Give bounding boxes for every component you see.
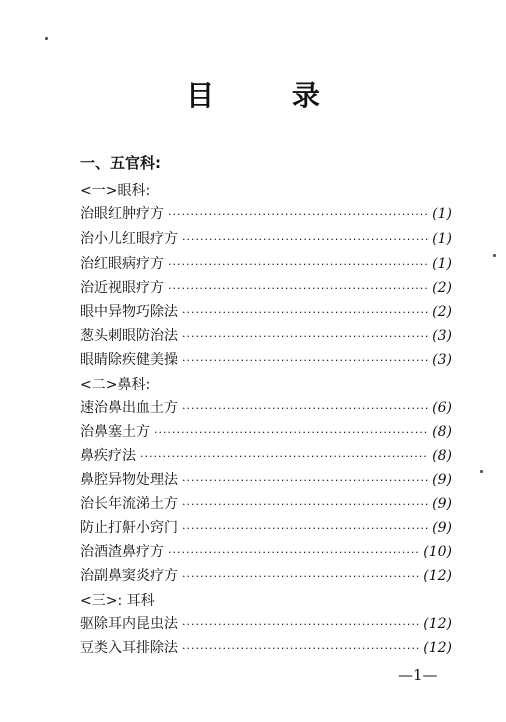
toc-entry-title: 治长年流涕土方 xyxy=(80,496,178,512)
toc-entry[interactable] xyxy=(80,421,452,443)
toc-entry-page: (1) xyxy=(432,206,452,222)
toc-entry-page: (12) xyxy=(423,616,452,632)
toc-entry-page: (9) xyxy=(432,496,452,512)
toc-entry-title: 鼻腔异物处理法 xyxy=(80,472,178,488)
toc-entry-page: (8) xyxy=(432,424,452,440)
toc-entry-title: 治鼻塞土方 xyxy=(80,424,150,440)
toc-entry[interactable] xyxy=(80,493,452,515)
toc-entry-title: 治酒渣鼻疗方 xyxy=(80,544,164,560)
footer-page-number: —1— xyxy=(398,666,438,684)
dot-leader xyxy=(182,474,428,487)
toc-entry-title: 治眼红肿疗方 xyxy=(80,206,164,222)
toc-entry[interactable] xyxy=(80,228,452,250)
toc-entry-title: 葱头刺眼防治法 xyxy=(80,328,178,344)
toc-entry-title: 治红眼病疗方 xyxy=(80,256,164,272)
toc-entry-title: 豆类入耳排除法 xyxy=(80,640,178,656)
toc-entry-page: (9) xyxy=(432,520,452,536)
toc-entry[interactable] xyxy=(80,469,452,491)
subsection-heading-ear: <三>: 耳科 xyxy=(80,593,155,609)
toc-entry-page: (12) xyxy=(423,640,452,656)
scan-speck xyxy=(480,470,483,473)
scan-speck xyxy=(45,37,48,40)
dot-leader xyxy=(182,306,428,319)
toc-entry[interactable] xyxy=(80,253,452,275)
dot-leader xyxy=(182,402,428,415)
scan-speck xyxy=(493,254,496,257)
toc-entry[interactable] xyxy=(80,565,452,587)
dot-leader xyxy=(182,330,428,343)
dot-leader xyxy=(168,258,428,271)
toc-entry-title: 驱除耳内昆虫法 xyxy=(80,616,178,632)
toc-entry-page: (12) xyxy=(423,568,452,584)
dot-leader xyxy=(182,522,428,535)
dot-leader xyxy=(182,233,428,246)
toc-entry-page: (10) xyxy=(423,544,452,560)
dot-leader xyxy=(168,282,428,295)
toc-entry[interactable] xyxy=(80,445,452,467)
toc-entry-title: 防止打鼾小窍门 xyxy=(80,520,178,536)
toc-entry-title: 眼睛除疾健美操 xyxy=(80,352,178,368)
toc-entry[interactable] xyxy=(80,349,452,371)
toc-entry-title: 治近视眼疗方 xyxy=(80,280,164,296)
dot-leader xyxy=(182,618,419,631)
toc-entry[interactable] xyxy=(80,517,452,539)
subsection-heading-nose: <二>鼻科: xyxy=(80,377,151,393)
toc-entry[interactable] xyxy=(80,637,452,659)
toc-entry-title: 治小儿红眼疗方 xyxy=(80,231,178,247)
toc-entry-page: (1) xyxy=(432,256,452,272)
toc-entry[interactable] xyxy=(80,203,452,225)
section-heading: 一、五官科: xyxy=(80,154,161,172)
toc-entry-page: (8) xyxy=(432,448,452,464)
toc-entry[interactable] xyxy=(80,301,452,323)
toc-entry-page: (1) xyxy=(432,231,452,247)
dot-leader xyxy=(182,498,428,511)
toc-entry-title: 速治鼻出血土方 xyxy=(80,400,178,416)
toc-entry[interactable] xyxy=(80,541,452,563)
toc-entry-page: (3) xyxy=(432,328,452,344)
toc-entry[interactable] xyxy=(80,277,452,299)
toc-entry-page: (9) xyxy=(432,472,452,488)
page-title: 目 录 xyxy=(186,79,354,112)
dot-leader xyxy=(182,354,428,367)
toc-entry[interactable] xyxy=(80,397,452,419)
dot-leader xyxy=(140,450,428,463)
toc-entry-page: (6) xyxy=(432,400,452,416)
toc-entry-title: 鼻疾疗法 xyxy=(80,448,136,464)
toc-entry-title: 治副鼻窦炎疗方 xyxy=(80,568,178,584)
dot-leader xyxy=(154,426,428,439)
toc-entry-page: (2) xyxy=(432,280,452,296)
dot-leader xyxy=(168,546,419,559)
dot-leader xyxy=(182,642,419,655)
toc-entry-page: (2) xyxy=(432,304,452,320)
toc-entry-page: (3) xyxy=(432,352,452,368)
subsection-heading-eye: <一>眼科: xyxy=(80,183,151,199)
dot-leader xyxy=(182,570,419,583)
dot-leader xyxy=(168,208,428,221)
toc-entry-title: 眼中异物巧除法 xyxy=(80,304,178,320)
toc-entry[interactable] xyxy=(80,325,452,347)
toc-entry[interactable] xyxy=(80,613,452,635)
